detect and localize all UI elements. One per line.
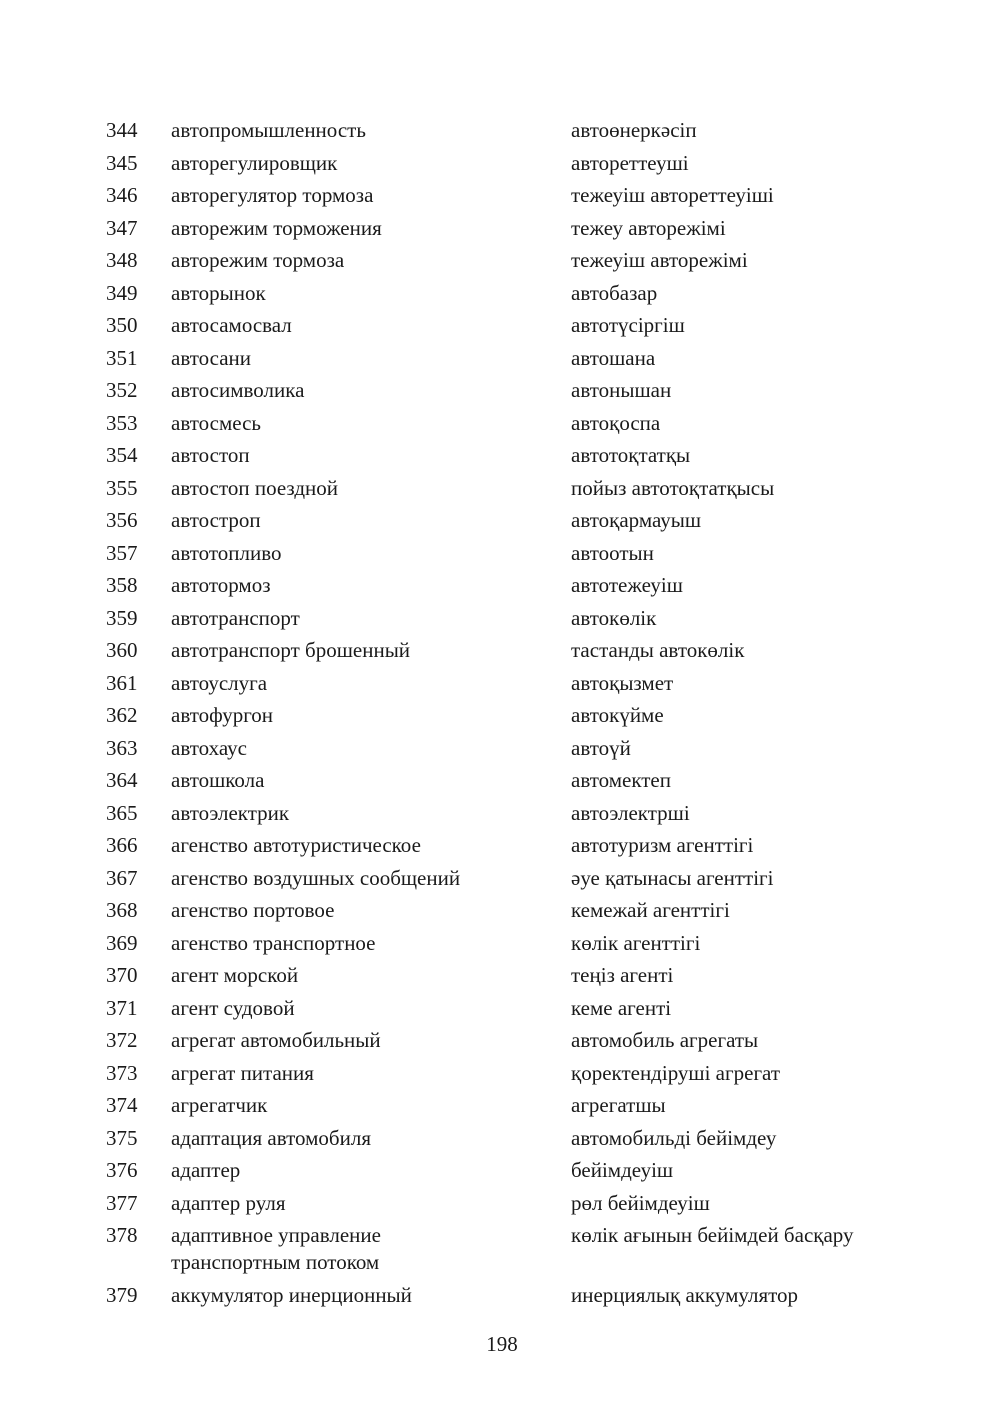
entry-number: 349 (106, 280, 138, 305)
entry-term-russian: агенство автотуристическое (171, 833, 421, 857)
list-item (106, 150, 906, 177)
list-item (106, 897, 906, 924)
entry-term-kazakh: автотуризм агенттігі (571, 833, 754, 857)
entry-term-russian: авторынок (171, 280, 266, 305)
entry-term-kazakh: автоүй (571, 735, 631, 760)
entry-term-russian: авторегулировщик (171, 150, 338, 175)
entry-term-kazakh: автоқармауыш (571, 508, 701, 532)
list-item (106, 865, 906, 892)
entry-number: 373 (106, 1060, 138, 1085)
entry-number: 362 (106, 703, 138, 727)
list-item (106, 377, 906, 404)
entry-term-kazakh: тежеуіш автореттеуіші (571, 183, 774, 207)
entry-term-russian: автостроп (171, 508, 261, 532)
list-item (106, 572, 906, 599)
entry-term-russian: авторегулятор тормоза (171, 183, 374, 207)
entry-term-kazakh: автомектеп (571, 768, 671, 792)
list-item (106, 1190, 906, 1217)
entry-number: 359 (106, 605, 138, 630)
list-item (106, 345, 906, 372)
entry-term-russian: автофургон (171, 703, 274, 727)
entry-term-russian: агенство воздушных сообщений (171, 865, 461, 890)
list-item (106, 410, 906, 437)
entry-term-kazakh: автонышан (571, 378, 672, 402)
entry-number: 344 (106, 118, 138, 142)
entry-term-kazakh: кеме агенті (571, 995, 672, 1020)
entry-term-kazakh: көлік ағынын бейімдей басқару (571, 1223, 854, 1247)
entry-number: 353 (106, 410, 138, 435)
entry-number: 378 (106, 1223, 138, 1247)
list-item (106, 507, 906, 534)
list-item (106, 767, 906, 794)
entry-number: 377 (106, 1190, 138, 1215)
entry-term-russian: агрегатчик (171, 1093, 268, 1117)
entry-term-russian: автошкола (171, 768, 265, 792)
entry-list (106, 117, 906, 1314)
entry-term-russian: автопромышленность (171, 118, 366, 142)
list-item (106, 182, 906, 209)
entry-term-russian: автотранспорт (171, 605, 300, 630)
entry-number: 348 (106, 248, 138, 272)
list-item (106, 735, 906, 762)
list-item (106, 702, 906, 729)
entry-term-kazakh: кемежай агенттігі (571, 898, 730, 922)
entry-term-kazakh: көлік агенттігі (571, 930, 701, 955)
entry-term-kazakh: автомобиль агрегаты (571, 1028, 759, 1052)
entry-term-russian: авторежим тормоза (171, 248, 345, 272)
list-item (106, 1282, 906, 1309)
entry-term-russian: авторежим торможения (171, 215, 382, 240)
entry-term-kazakh: теңіз агенті (571, 963, 674, 987)
list-item (106, 1092, 906, 1119)
entry-number: 356 (106, 508, 138, 532)
entry-term-russian: адаптация автомобиля (171, 1125, 371, 1150)
entry-term-kazakh: инерциялық аккумулятор (571, 1282, 799, 1307)
entry-term-kazakh: тежеу авторежімі (571, 215, 726, 240)
entry-term-russian: автостоп (171, 443, 250, 467)
entry-number: 367 (106, 865, 138, 890)
entry-number: 363 (106, 735, 138, 760)
list-item (106, 1060, 906, 1087)
entry-number: 369 (106, 930, 138, 955)
entry-number: 346 (106, 183, 138, 207)
entry-term-kazakh: автобазар (571, 280, 658, 305)
list-item (106, 637, 906, 664)
entry-term-kazakh: тежеуіш авторежімі (571, 248, 748, 272)
entry-term-russian: агент судовой (171, 995, 295, 1020)
entry-term-russian: автостоп поездной (171, 475, 338, 500)
entry-number: 357 (106, 540, 138, 565)
entry-number: 371 (106, 995, 138, 1020)
entry-number: 374 (106, 1093, 138, 1117)
list-item (106, 670, 906, 697)
entry-term-kazakh: автоқоспа (571, 410, 661, 435)
entry-term-russian: автосмесь (171, 410, 261, 435)
list-item (106, 605, 906, 632)
entry-number: 372 (106, 1028, 138, 1052)
entry-number: 379 (106, 1282, 138, 1307)
list-item (106, 540, 906, 567)
list-item (106, 312, 906, 339)
entry-number: 355 (106, 475, 138, 500)
entry-number: 365 (106, 800, 138, 825)
entry-number: 366 (106, 833, 138, 857)
entry-term-russian: автотормоз (171, 573, 271, 597)
entry-term-russian: агент морской (171, 963, 299, 987)
entry-term-russian: агрегат автомобильный (171, 1028, 381, 1052)
list-item (106, 995, 906, 1022)
entry-number: 347 (106, 215, 138, 240)
entry-number: 376 (106, 1158, 138, 1182)
entry-term-russian: агрегат питания (171, 1060, 314, 1085)
entry-term-russian: автосани (171, 345, 252, 370)
entry-number: 361 (106, 670, 138, 695)
entry-number: 354 (106, 443, 138, 467)
entry-number: 364 (106, 768, 138, 792)
entry-term-kazakh: автоөнеркәсіп (571, 118, 697, 142)
entry-term-kazakh: автоқызмет (571, 670, 674, 695)
entry-number: 351 (106, 345, 138, 370)
entry-term-kazakh: автотүсіргіш (571, 313, 685, 337)
entry-term-russian: адаптивное управление транспортным потоком (171, 1223, 381, 1274)
page-number: 198 (486, 1332, 518, 1356)
entry-number: 375 (106, 1125, 138, 1150)
entry-number: 352 (106, 378, 138, 402)
entry-term-kazakh: автошана (571, 345, 656, 370)
entry-term-kazakh: автоотын (571, 540, 654, 565)
entry-number: 358 (106, 573, 138, 597)
entry-term-russian: автосамосвал (171, 313, 292, 337)
entry-number: 345 (106, 150, 138, 175)
entry-term-russian: автотопливо (171, 540, 282, 565)
entry-term-russian: адаптер руля (171, 1190, 286, 1215)
list-item (106, 280, 906, 307)
list-item (106, 1222, 906, 1276)
list-item (106, 215, 906, 242)
entry-term-kazakh: автокөлік (571, 605, 657, 630)
entry-term-kazakh: пойыз автотоқтатқысы (571, 475, 775, 500)
entry-term-kazakh: автотежеуіш (571, 573, 683, 597)
entry-term-kazakh: тастанды автокөлік (571, 638, 745, 662)
list-item (106, 117, 906, 144)
entry-term-kazakh: әуе қатынасы агенттігі (571, 865, 774, 890)
entry-term-russian: автосимволика (171, 378, 305, 402)
list-item (106, 247, 906, 274)
entry-number: 350 (106, 313, 138, 337)
list-item (106, 930, 906, 957)
entry-term-kazakh: автокүйме (571, 703, 664, 727)
entry-term-russian: агенство портовое (171, 898, 335, 922)
entry-term-russian: автоуслуга (171, 670, 268, 695)
entry-term-kazakh: қоректендіруші агрегат (571, 1060, 781, 1085)
entry-term-kazakh: рөл бейімдеуіш (571, 1190, 710, 1215)
list-item (106, 800, 906, 827)
entry-term-kazakh: бейімдеуіш (571, 1158, 674, 1182)
entry-term-russian: автотранспорт брошенный (171, 638, 411, 662)
entry-term-kazakh: автореттеуші (571, 150, 689, 175)
list-item (106, 832, 906, 859)
entry-number: 360 (106, 638, 138, 662)
entry-term-kazakh: автотоқтатқы (571, 443, 691, 467)
entry-term-russian: адаптер (171, 1158, 241, 1182)
list-item (106, 962, 906, 989)
entry-term-russian: автохаус (171, 735, 247, 760)
entry-number: 370 (106, 963, 138, 987)
entry-number: 368 (106, 898, 138, 922)
list-item (106, 1125, 906, 1152)
list-item (106, 1027, 906, 1054)
list-item (106, 1157, 906, 1184)
entry-term-kazakh: автомобильді бейімдеу (571, 1125, 777, 1150)
entry-term-russian: автоэлектрик (171, 800, 290, 825)
list-item (106, 442, 906, 469)
list-item (106, 475, 906, 502)
entry-term-russian: агенство транспортное (171, 930, 376, 955)
entry-term-kazakh: агрегатшы (571, 1093, 666, 1117)
entry-term-russian: аккумулятор инерционный (171, 1282, 412, 1307)
entry-term-kazakh: автоэлектрші (571, 800, 690, 825)
